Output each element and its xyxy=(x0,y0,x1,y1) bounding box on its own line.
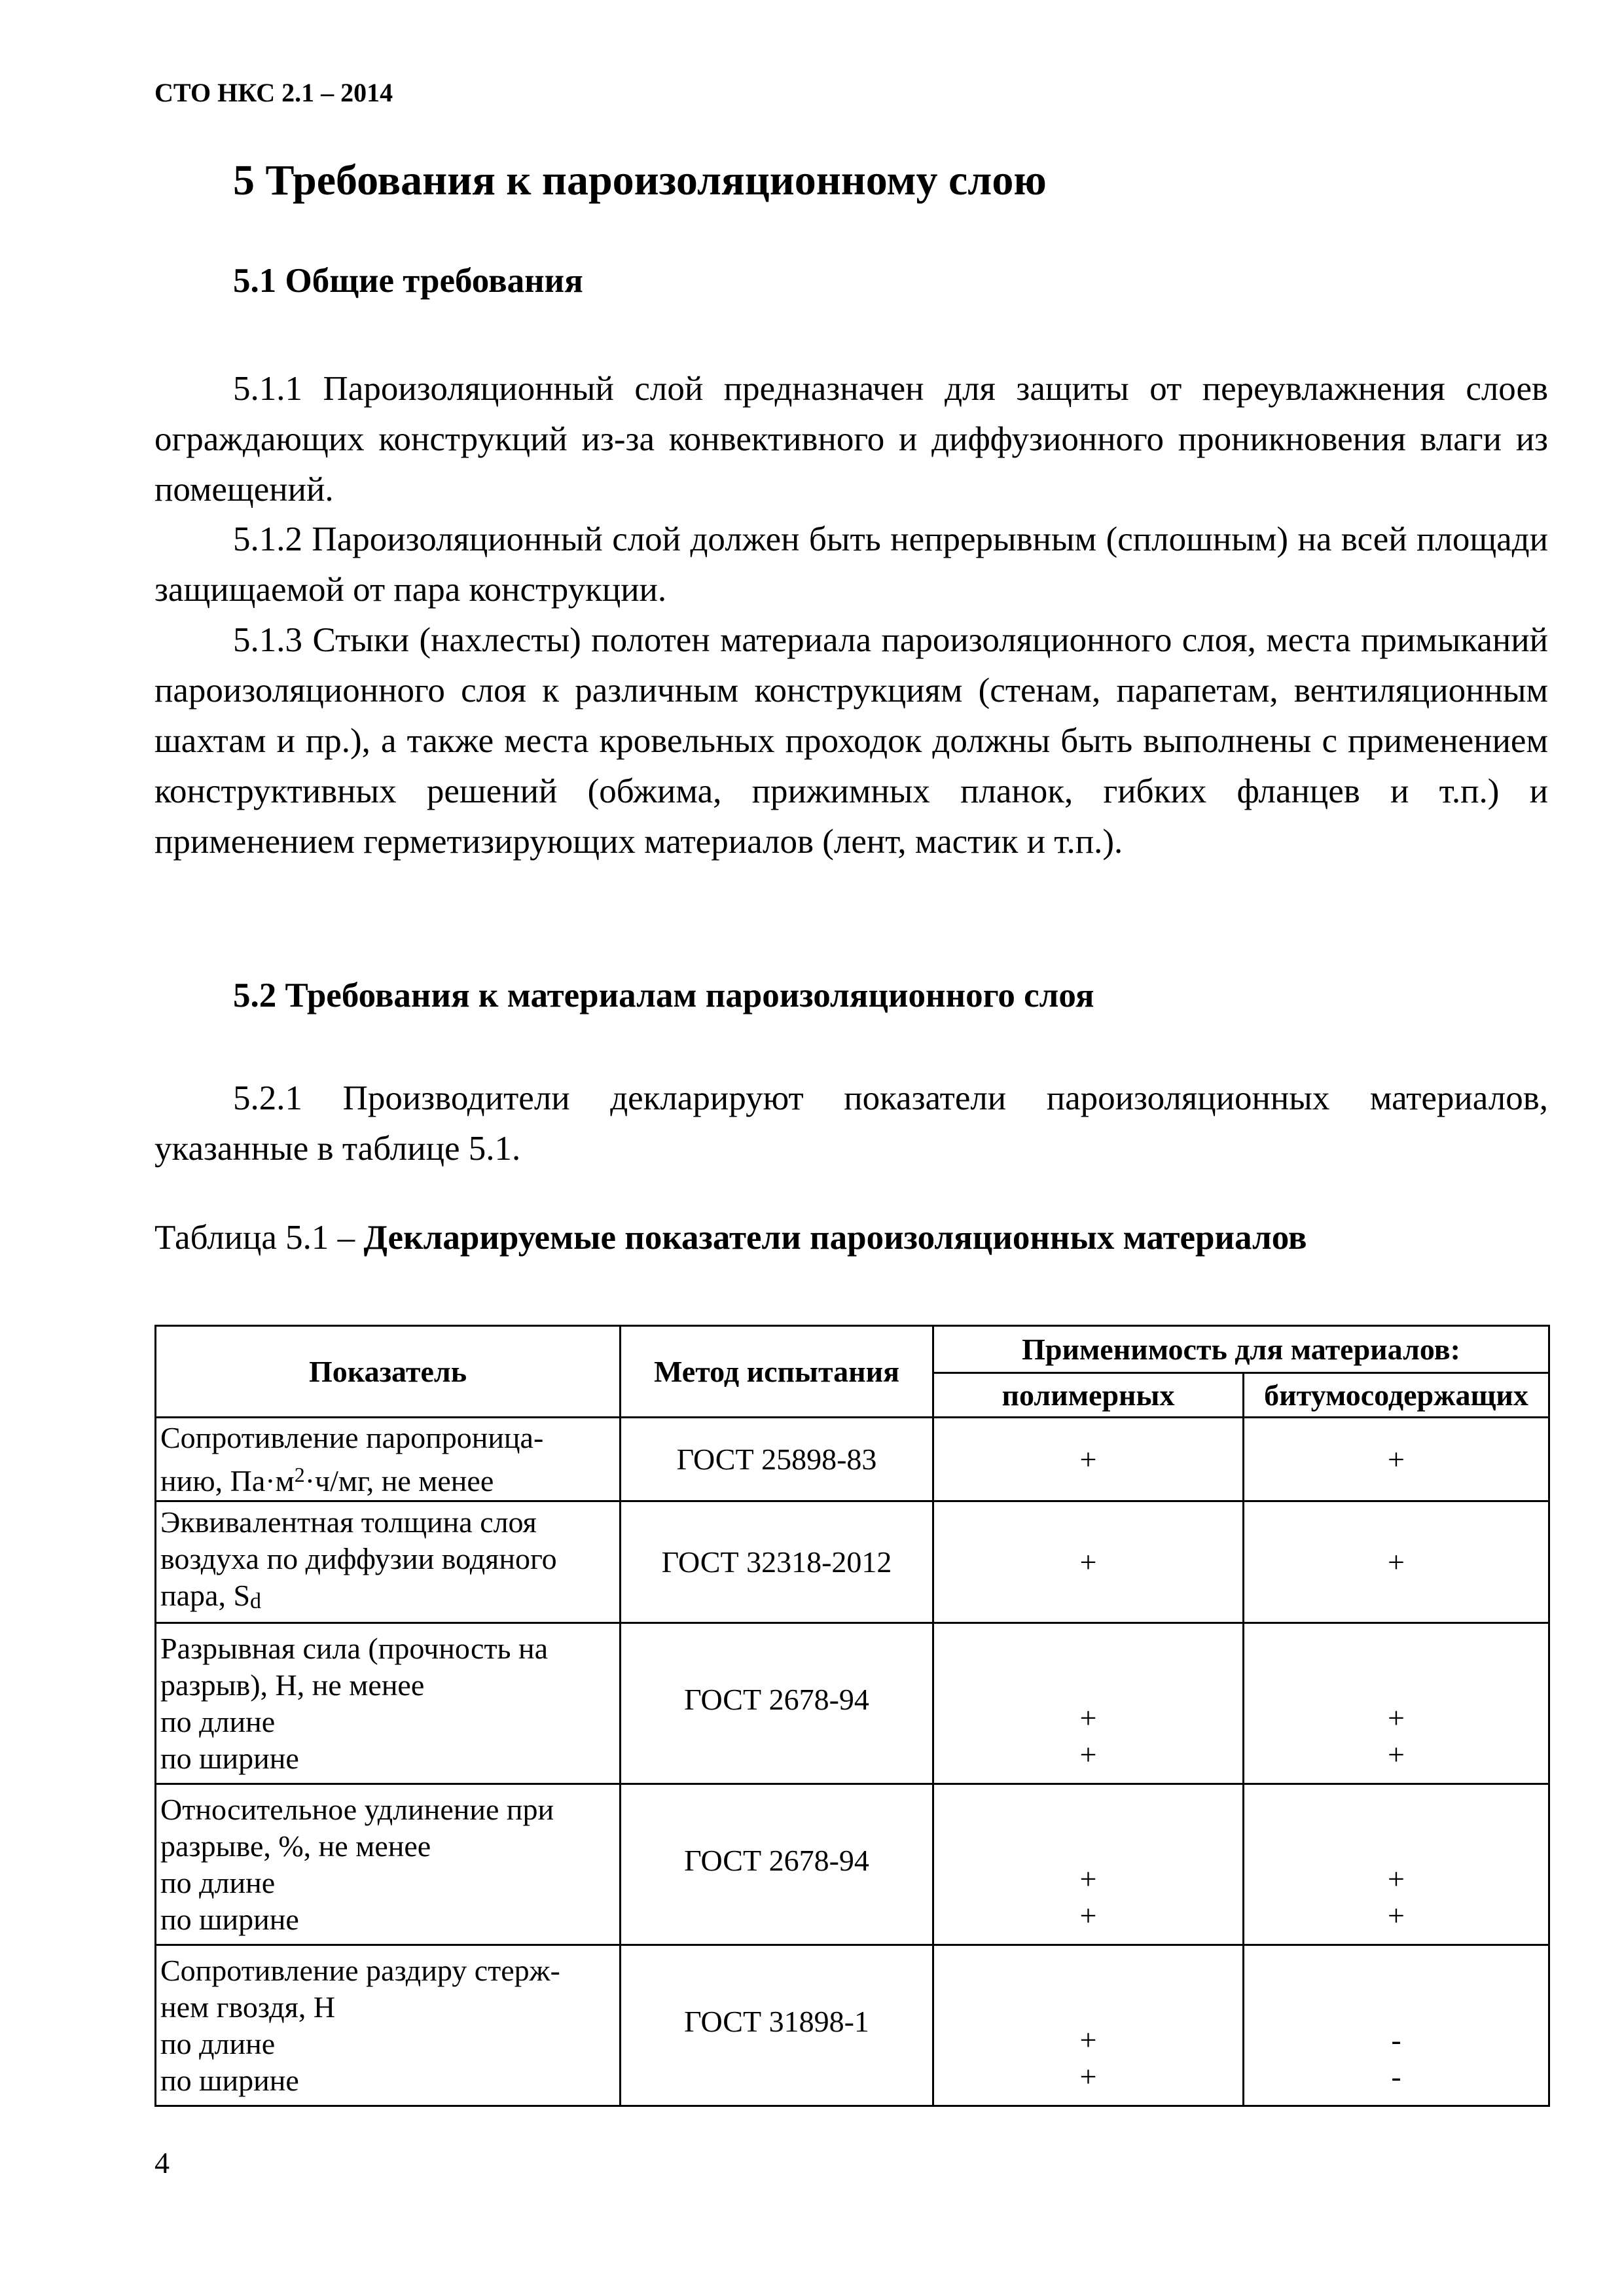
paragraph-5-2-1: 5.2.1 Производители декларируют показатели пароизоляционных материалов, указанные в таблице 5.1. xyxy=(154,1079,1548,1168)
document-code: СТО НКС 2.1 – 2014 xyxy=(154,78,393,107)
section-5-1-title: 5.1 Общие требования xyxy=(233,262,583,300)
method-cell: ГОСТ 2678-94 xyxy=(621,1784,933,1945)
polymer-mark-length: + xyxy=(1079,2023,1097,2056)
indicator-line: по длине xyxy=(160,1865,276,1899)
bitumen-mark: + xyxy=(1244,1418,1549,1501)
table-caption xyxy=(154,1217,1307,1259)
bitumen-mark-width: - xyxy=(1391,2060,1401,2093)
bitumen-mark-width: + xyxy=(1388,1738,1405,1771)
polymer-mark-width: + xyxy=(1079,1899,1097,1932)
indicator-cell xyxy=(156,1623,621,1784)
indicator-line: по длине xyxy=(160,1704,276,1738)
method-cell: ГОСТ 2678-94 xyxy=(621,1623,933,1784)
section-5-2-title: 5.2 Требования к материалам пароизоляционного слоя xyxy=(233,977,1094,1014)
indicator-line: по ширине xyxy=(160,1741,299,1775)
indicator-line: нию, $Па\cdot м^2\cdot ч/мг$, не менее xyxy=(160,1462,494,1498)
polymer-mark-length: + xyxy=(1079,1701,1097,1734)
table-caption-prefix: Таблица 5.1 – xyxy=(154,1219,364,1257)
polymer-mark-width: + xyxy=(1079,1738,1097,1771)
paragraph-5-1-3: 5.1.3 Стыки (нахлесты) полотен материала пароизоляционного слоя, места примыканий пароизоляционного слоя к различным конструкциям (стенам, парапетам, вентиляционным шахтам и пр.), а также места кровельных проходок должны быть выполнены с применением конструктивных решений (обжима, прижимных планок, гибких фланцев и т.п.) и применением герметизирующих материалов (лент, мастик и т.п.). xyxy=(154,621,1548,861)
indicator-line: Сопротивление паропроница- xyxy=(160,1420,544,1454)
section-5-title: 5 Требования к пароизоляционному слою xyxy=(233,156,1047,204)
indicator-line: Эквивалентная толщина слоя xyxy=(160,1505,537,1539)
header-polymer: полимерных xyxy=(933,1373,1244,1418)
polymer-mark-length: + xyxy=(1079,1862,1097,1895)
indicator-line: Разрывная сила (прочность на xyxy=(160,1631,549,1665)
bitumen-mark-length: + xyxy=(1388,1862,1405,1895)
indicator-line: воздуха по диффузии водяного xyxy=(160,1542,557,1575)
method-cell: ГОСТ 31898-1 xyxy=(621,1945,933,2106)
table-caption-title: Декларируемые показатели пароизоляционных материалов xyxy=(363,1219,1307,1257)
indicator-line: по длине xyxy=(160,2026,276,2060)
indicator-cell xyxy=(156,1784,621,1945)
table-row xyxy=(156,1623,1549,1784)
indicator-line: по ширине xyxy=(160,1902,299,1936)
indicator-line: по ширине xyxy=(160,2063,299,2097)
method-cell: ГОСТ 25898-83 xyxy=(621,1418,933,1501)
indicator-line: Сопротивление раздиру стерж- xyxy=(160,1953,560,1987)
polymer-mark-width: + xyxy=(1079,2060,1097,2093)
indicator-line: нем гвоздя, Н xyxy=(160,1990,336,2024)
indicator-line: Относительное удлинение при xyxy=(160,1792,554,1826)
polymer-mark: + xyxy=(933,1501,1244,1623)
polymer-mark xyxy=(933,1784,1244,1945)
indicator-line: разрыв), Н, не менее xyxy=(160,1668,425,1702)
polymer-mark xyxy=(933,1945,1244,2106)
method-cell: ГОСТ 32318-2012 xyxy=(621,1501,933,1623)
paragraph-5-1-1: 5.1.1 Пароизоляционный слой предназначен для защиты от переувлажнения слоев ограждающих конструкций из-за конвективного и диффузионного проникновения влаги из помещений. xyxy=(154,370,1548,509)
table-row xyxy=(156,1501,1549,1623)
table-row xyxy=(156,1418,1549,1501)
header-method: Метод испытания xyxy=(621,1326,933,1418)
table-row xyxy=(156,1784,1549,1945)
bitumen-mark xyxy=(1244,1945,1549,2106)
indicator-line: разрыве, %, не менее xyxy=(160,1829,431,1863)
polymer-mark: + xyxy=(933,1418,1244,1501)
indicator-cell xyxy=(156,1418,621,1501)
page-number: 4 xyxy=(154,2146,170,2179)
bitumen-mark: + xyxy=(1244,1501,1549,1623)
bitumen-mark-length: + xyxy=(1388,1701,1405,1734)
bitumen-mark xyxy=(1244,1623,1549,1784)
header-indicator: Показатель xyxy=(156,1326,621,1418)
table-row xyxy=(156,1945,1549,2106)
bitumen-mark xyxy=(1244,1784,1549,1945)
indicator-cell xyxy=(156,1501,621,1623)
polymer-mark xyxy=(933,1623,1244,1784)
indicator-cell xyxy=(156,1945,621,2106)
paragraph-5-1-2: 5.1.2 Пароизоляционный слой должен быть непрерывным (сплошным) на всей площади защищаемой от пара конструкции. xyxy=(154,520,1548,609)
indicator-line: пара, Sd xyxy=(160,1579,262,1613)
header-applicability: Применимость для материалов: xyxy=(933,1326,1549,1373)
bitumen-mark-width: + xyxy=(1388,1899,1405,1932)
bitumen-mark-length: - xyxy=(1391,2023,1401,2056)
table-header-row xyxy=(156,1326,1549,1373)
indicators-table xyxy=(154,1325,1550,2107)
header-bitumen: битумосодержащих xyxy=(1244,1373,1549,1418)
